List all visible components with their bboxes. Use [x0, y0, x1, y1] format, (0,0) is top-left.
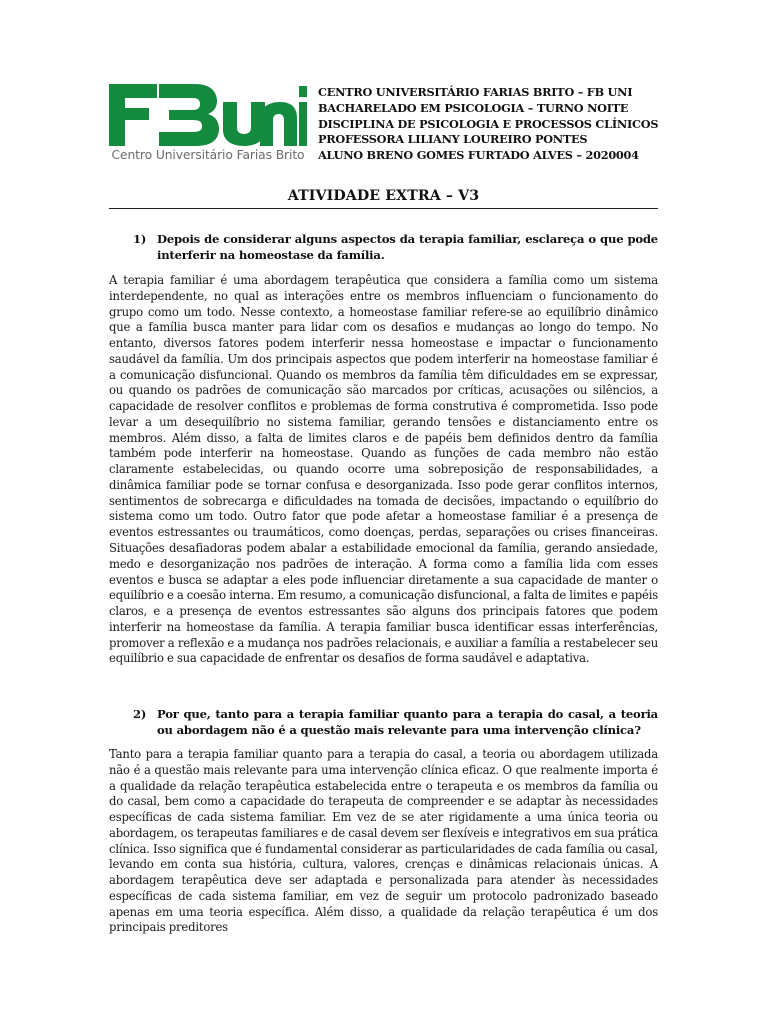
question-1: [133, 232, 658, 264]
answer-2: Tanto para a terapia familiar quanto para a terapia do casal, a teoria ou abordagem utilizada não é a questão mais relevante para uma intervenção clínica eficaz. O que realmente importa é a qualidade da relação terapêutica estabelecida entre o terapeuta e os membros da família ou do casal, bem como a capacidade do terapeuta de compreender e se adaptar às necessidades específicas de cada sistema familiar. Em vez de se ater rigidamente a uma única teoria ou abordagem, os terapeutas familiares e de casal devem ser flexíveis e integrativos em sua prática clínica. Isso significa que é fundamental considerar as particularidades de cada família ou casal, levando em conta sua história, cultura, valores, crenças e dinâmicas relacionais únicas. A abordagem terapêutica deve ser adaptada e personalizada para atender às necessidades específicas de cada sistema familiar, em vez de seguir um protocolo padronizado baseado apenas em uma teoria específica. Além disso, a qualidade da relação terapêutica é um dos principais preditores: [109, 747, 658, 935]
question-2-number: 2): [133, 707, 147, 721]
logo-caption: Centro Universitário Farias Brito: [111, 148, 305, 162]
question-1-number: 1): [133, 232, 147, 246]
answer-1: A terapia familiar é uma abordagem terapêutica que considera a família como um sistema interdependente, no qual as interações entre os membros influenciam o funcionamento do grupo como um todo. Nesse contexto, a homeostase familiar refere-se ao equilíbrio dinâmico que a família busca manter para lidar com os desafios e mudanças ao longo do tempo. No entanto, diversos fatores podem interferir nessa homeostase e impactar o funcionamento saudável da família. Um dos principais aspectos que podem interferir na homeostase familiar é a comunicação disfuncional. Quando os membros da família têm dificuldades em se expressar, ou quando os padrões de comunicação são marcados por críticas, acusações ou silêncios, a capacidade de resolver conflitos e problemas de forma construtiva é comprometida. Isso pode levar a um desequilíbrio no sistema familiar, gerando tensões e distanciamento entre os membros. Além disso, a falta de limites claros e de papéis bem definidos dentro da família também pode interferir na homeostase. Quando as funções de cada membro não estão claramente estabelecidas, ou quando ocorre uma sobreposição de responsabilidades, a dinâmica familiar pode se tornar confusa e desorganizada. Isso pode gerar conflitos internos, sentimentos de sobrecarga e dificuldades na tomada de decisões, impactando o equilíbrio do sistema como um todo. Outro fator que pode afetar a homeostase familiar é a presença de eventos estressantes ou traumáticos, como doenças, perdas, separações ou crises financeiras. Situações desafiadoras podem abalar a estabilidade emocional da família, gerando ansiedade, medo e desorganização nos padrões de interação. A forma como a família lida com esses eventos e busca se adaptar a eles pode influenciar diretamente a sua capacidade de manter o equilíbrio e a coesão interna. Em resumo, a comunicação disfuncional, a falta de limites e papéis claros, e a presença de eventos estressantes são alguns dos principais fatores que podem interferir na homeostase da família. A terapia familiar busca identificar essas interferências, promover a reflexão e a mudança nos padrões relacionais, e auxiliar a família a restabelecer seu equilíbrio e sua capacidade de enfrentar os desafios de forma saudável e adaptativa.: [109, 273, 658, 666]
question-2: [133, 707, 658, 739]
header-line-professor: PROFESSORA LILIANY LOUREIRO PONTES: [318, 132, 588, 147]
fbuni-logo: [109, 84, 307, 162]
question-1-text: Depois de considerar alguns aspectos da terapia familiar, esclareça o que pode interferir na homeostase da família.: [157, 232, 658, 262]
title-divider: [109, 208, 658, 209]
question-2-text: Por que, tanto para a terapia familiar quanto para a terapia do casal, a teoria ou abordagem não é a questão mais relevante para uma intervenção clínica?: [157, 707, 658, 737]
header-line-student: ALUNO BRENO GOMES FURTADO ALVES – 2020004: [318, 148, 639, 163]
document-title: ATIVIDADE EXTRA – V3: [287, 188, 480, 204]
header-line-course: BACHARELADO EM PSICOLOGIA – TURNO NOITE: [318, 100, 629, 115]
institution-header: [318, 85, 663, 164]
header-line-institution: CENTRO UNIVERSITÁRIO FARIAS BRITO – FB UNI: [318, 85, 633, 99]
fbuni-logo-mark: [109, 84, 307, 146]
header-line-discipline: DISCIPLINA DE PSICOLOGIA E PROCESSOS CLÍNICOS: [318, 116, 659, 131]
